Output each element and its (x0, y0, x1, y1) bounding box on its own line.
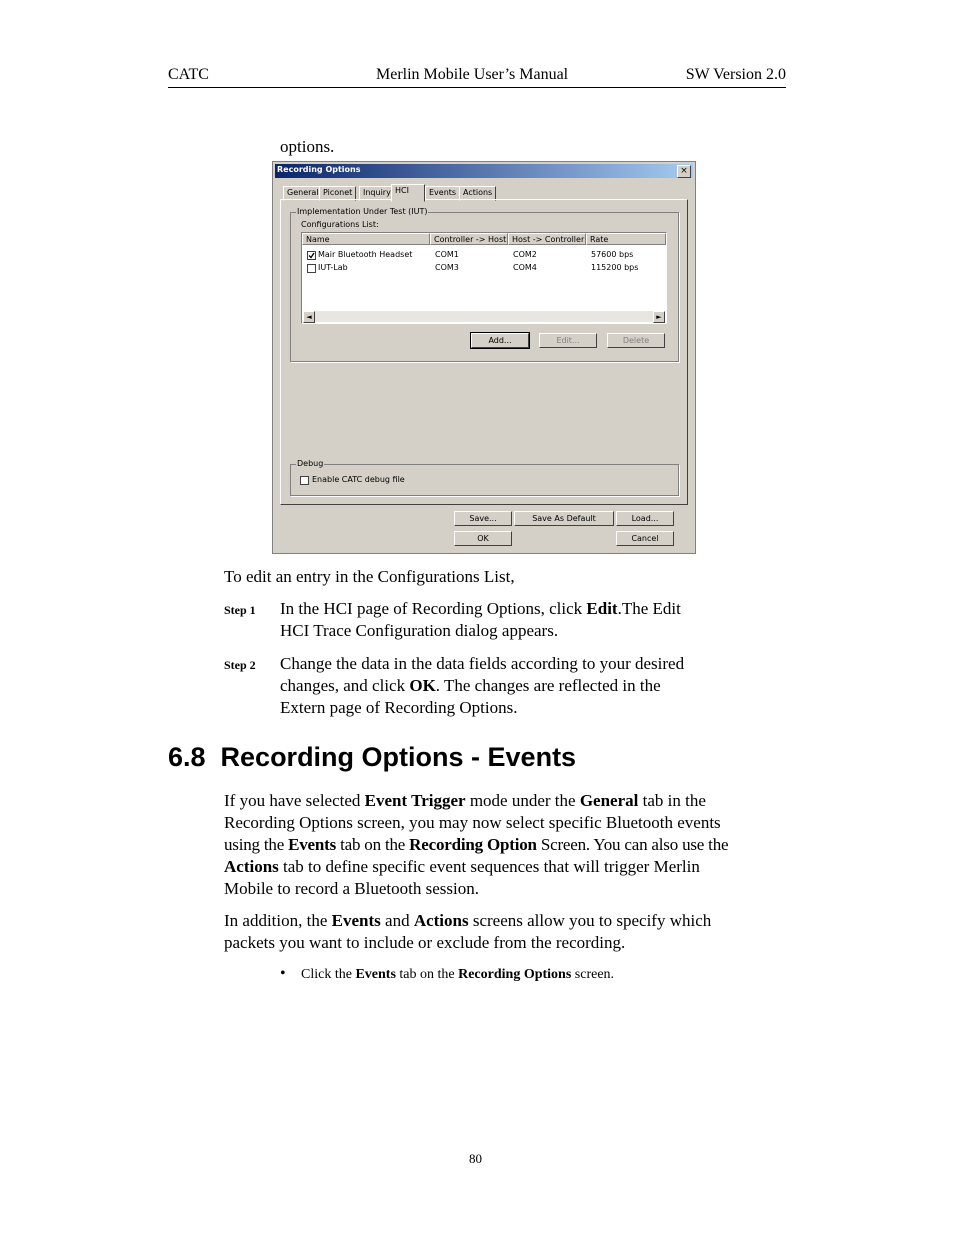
step1-pre: In the HCI page of Recording Options, click (280, 599, 587, 618)
step2-post: . The changes are reflected in the (435, 676, 661, 695)
step1-line2: HCI Trace Configuration dialog appears. (280, 621, 559, 640)
bullet-e: screen. (571, 967, 615, 982)
check-icon (308, 252, 315, 259)
row2-c2h: COM3 (435, 263, 459, 272)
p1-c: mode under the (465, 791, 580, 810)
iut-group-label: Implementation Under Test (IUT) (297, 207, 428, 216)
debug-group-label: Debug (297, 459, 324, 468)
bullet-a: Click the (301, 967, 356, 982)
config-list-label: Configurations List: (301, 220, 379, 229)
section-heading: 6.8 Recording Options - Events (168, 742, 577, 772)
step2-line3: Extern page of Recording Options. (280, 698, 518, 717)
col-controller-host[interactable]: Controller -> Host (430, 233, 508, 245)
p2-d: Actions (413, 911, 469, 930)
p1-a: If you have selected (224, 791, 365, 810)
p2-c: and (380, 911, 414, 930)
cancel-button[interactable]: Cancel (616, 531, 674, 546)
debug-checkbox[interactable] (300, 476, 309, 485)
step1-bold: Edit (586, 599, 618, 618)
page-header (168, 66, 786, 88)
delete-button[interactable]: Delete (607, 333, 665, 348)
p1-i: Recording Option (409, 835, 537, 854)
configurations-list[interactable] (301, 232, 667, 324)
p2-b: Events (331, 911, 381, 930)
bullet-b: Events (355, 967, 396, 982)
edit-intro: To edit an entry in the Configurations List, (224, 567, 515, 586)
step1-label: Step 1 (224, 603, 256, 617)
p1-l: tab to define specific event sequences that will trigger Merlin (278, 857, 700, 876)
intro-fragment: options. (280, 137, 335, 156)
scroll-right-icon[interactable]: ► (653, 311, 665, 323)
row1-name: Mair Bluetooth Headset (318, 250, 413, 259)
header-left: CATC (168, 66, 209, 83)
save-button[interactable]: Save... (454, 511, 512, 526)
tab-inquiry[interactable]: Inquiry (359, 186, 395, 201)
tab-events[interactable]: Events (425, 186, 460, 201)
step2-label: Step 2 (224, 658, 256, 672)
row1-checkbox[interactable] (307, 251, 316, 260)
ok-button[interactable]: OK (454, 531, 512, 546)
page-number: 80 (469, 1151, 482, 1166)
paragraph-1 (224, 790, 789, 900)
tab-general[interactable]: General (283, 186, 323, 201)
paragraph-2 (224, 910, 789, 954)
p1-k: Actions (224, 857, 279, 876)
row2-h2c: COM4 (513, 263, 537, 272)
debug-checkbox-label: Enable CATC debug file (312, 475, 405, 484)
step2-text (280, 653, 760, 719)
p1-b: Event Trigger (364, 791, 466, 810)
p1-d: General (579, 791, 639, 810)
p1-j: Screen. You can also use the (536, 835, 729, 854)
row1-rate: 57600 bps (591, 250, 634, 259)
close-icon[interactable]: × (677, 165, 691, 178)
step2-bold: OK (409, 676, 436, 695)
add-button[interactable]: Add... (471, 333, 529, 348)
row1-h2c: COM2 (513, 250, 537, 259)
save-as-default-button[interactable]: Save As Default (514, 511, 614, 526)
p1-f: using the (224, 835, 289, 854)
dialog-title: Recording Options (277, 165, 361, 174)
load-button[interactable]: Load... (616, 511, 674, 526)
tab-actions[interactable]: Actions (459, 186, 496, 201)
row2-rate: 115200 bps (591, 263, 639, 272)
bullet-glyph: • (280, 965, 286, 982)
p1-h: tab on the (336, 835, 410, 854)
row1-c2h: COM1 (435, 250, 459, 259)
col-host-controller[interactable]: Host -> Controller (508, 233, 586, 245)
step1-post: .The Edit (617, 599, 681, 618)
row2-name: IUT-Lab (318, 263, 348, 272)
step1-text (280, 598, 760, 642)
scroll-left-icon[interactable]: ◄ (303, 311, 315, 323)
recording-options-dialog (272, 161, 696, 554)
col-rate[interactable]: Rate (586, 233, 666, 245)
step2-line1: Change the data in the data fields according to your desired (280, 654, 685, 673)
p2-a: In addition, the (224, 911, 332, 930)
row2-checkbox[interactable] (307, 264, 316, 273)
edit-button[interactable]: Edit... (539, 333, 597, 348)
col-name[interactable]: Name (302, 233, 430, 245)
tab-hci[interactable]: HCI (391, 184, 425, 202)
p2-e: screens allow you to specify which (468, 911, 712, 930)
p1-g: Events (288, 835, 337, 854)
bullet-text (301, 964, 614, 986)
bullet-c: tab on the (395, 967, 459, 982)
horizontal-scrollbar[interactable] (303, 311, 665, 322)
bullet-d: Recording Options (458, 967, 572, 982)
header-title: Merlin Mobile User’s Manual (376, 66, 569, 83)
header-version: SW Version 2.0 (685, 66, 786, 83)
step2-pre: changes, and click (280, 676, 410, 695)
p1-line2: Recording Options screen, you may now select specific Bluetooth events (224, 813, 721, 832)
p2-line2: packets you want to include or exclude from the recording. (224, 933, 626, 952)
dialog-titlebar (275, 164, 693, 178)
p1-line5: Mobile to record a Bluetooth session. (224, 879, 479, 898)
tab-piconet[interactable]: Piconet (319, 186, 356, 201)
p1-e: tab in the (638, 791, 706, 810)
